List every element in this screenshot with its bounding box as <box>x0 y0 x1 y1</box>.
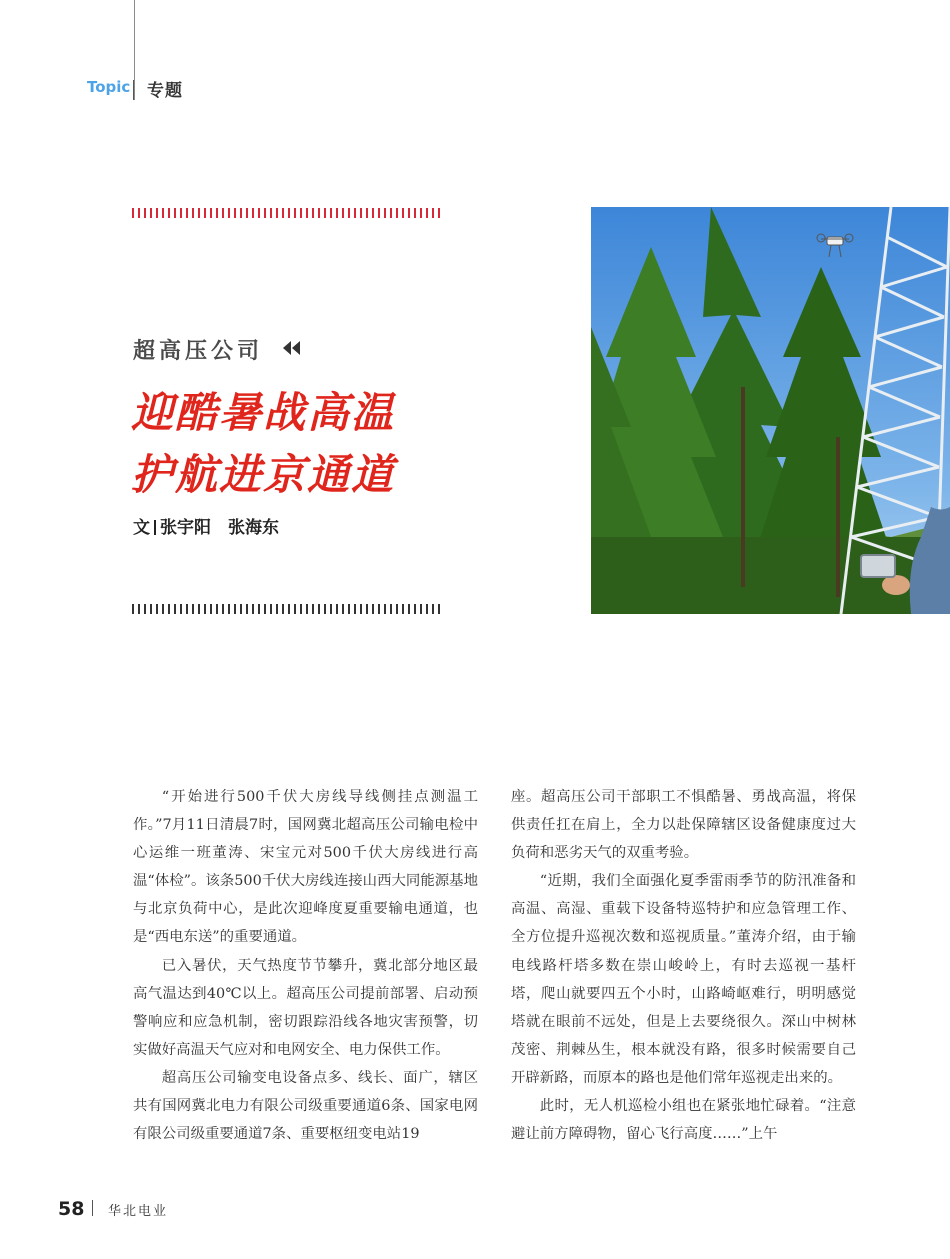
paragraph: 此时，无人机巡检小组也在紧张地忙碌着。“注意避让前方障碍物，留心飞行高度……”上午 <box>511 1098 856 1143</box>
section-topic-label: Topic <box>87 78 131 96</box>
header-separator <box>133 80 134 100</box>
double-arrow-left-icon <box>283 341 301 355</box>
page-number: 58 <box>58 1198 85 1220</box>
footer-separator <box>92 1200 93 1216</box>
decorative-tick-bar-bottom <box>132 604 444 614</box>
paragraph: “近期，我们全面强化夏季雷雨季节的防汛准备和高温、高湿、重载下设备特巡特护和应急管理工作、全方位提升巡视次数和巡视质量。”董涛介绍，由于输电线路杆塔多数在崇山峻岭上，有时去巡视一基杆塔，爬山就要四五个小时，山路崎岖难行，明明感觉塔就在眼前不远处，但是上去要绕很久。深山中树林茂密、荆棘丛生，根本就没有路，很多时候需要自己开辟新路，而原本的路也是他们常年巡视走出来的。 <box>511 873 856 1086</box>
section-topic-cn: 专题 <box>147 81 183 101</box>
decorative-tick-bar-top <box>132 208 444 218</box>
article-title-line2: 护航进京通道 <box>131 450 396 499</box>
paragraph: 已入暑伏，天气热度节节攀升，冀北部分地区最高气温达到40℃以上。超高压公司提前部署、启动预警响应和应急机制，密切跟踪沿线各地灾害预警，切实做好高温天气应对和电网安全、电力保供工作。 <box>133 957 478 1058</box>
byline-prefix: 文 <box>133 518 150 538</box>
header-vertical-rule <box>134 0 135 100</box>
paragraph-continuation: 座。超高压公司干部职工不惧酷暑、勇战高温，将保供责任扛在肩上，全力以赴保障辖区设备健康度过大负荷和恶劣天气的双重考验。 <box>511 789 856 862</box>
article-photo <box>591 207 950 614</box>
paragraph: 超高压公司输变电设备点多、线长、面广，辖区共有国网冀北电力有限公司级重要通道6条、国家电网有限公司级重要通道7条、重要枢纽变电站19 <box>133 1069 478 1143</box>
article-title-line1: 迎酷暑战高温 <box>131 388 396 437</box>
paragraph: “开始进行500千伏大房线导线侧挂点测温工作。”7月11日清晨7时，国网冀北超高压公司输电检中心运维一班董涛、宋宝元对500千伏大房线进行高温“体检”。该条500千伏大房线连接山西大同能源基地与北京负荷中心，是此次迎峰度夏重要输电通道，也是“西电东送”的重要通道。 <box>133 789 478 946</box>
byline <box>133 513 279 538</box>
byline-authors: 张宇阳 张海东 <box>160 518 279 538</box>
byline-divider <box>154 520 156 535</box>
magazine-name: 华北电业 <box>108 1204 169 1219</box>
article-column-left <box>133 783 478 1148</box>
article-column-right <box>511 783 856 1148</box>
article-kicker: 超高压公司 <box>133 339 264 364</box>
